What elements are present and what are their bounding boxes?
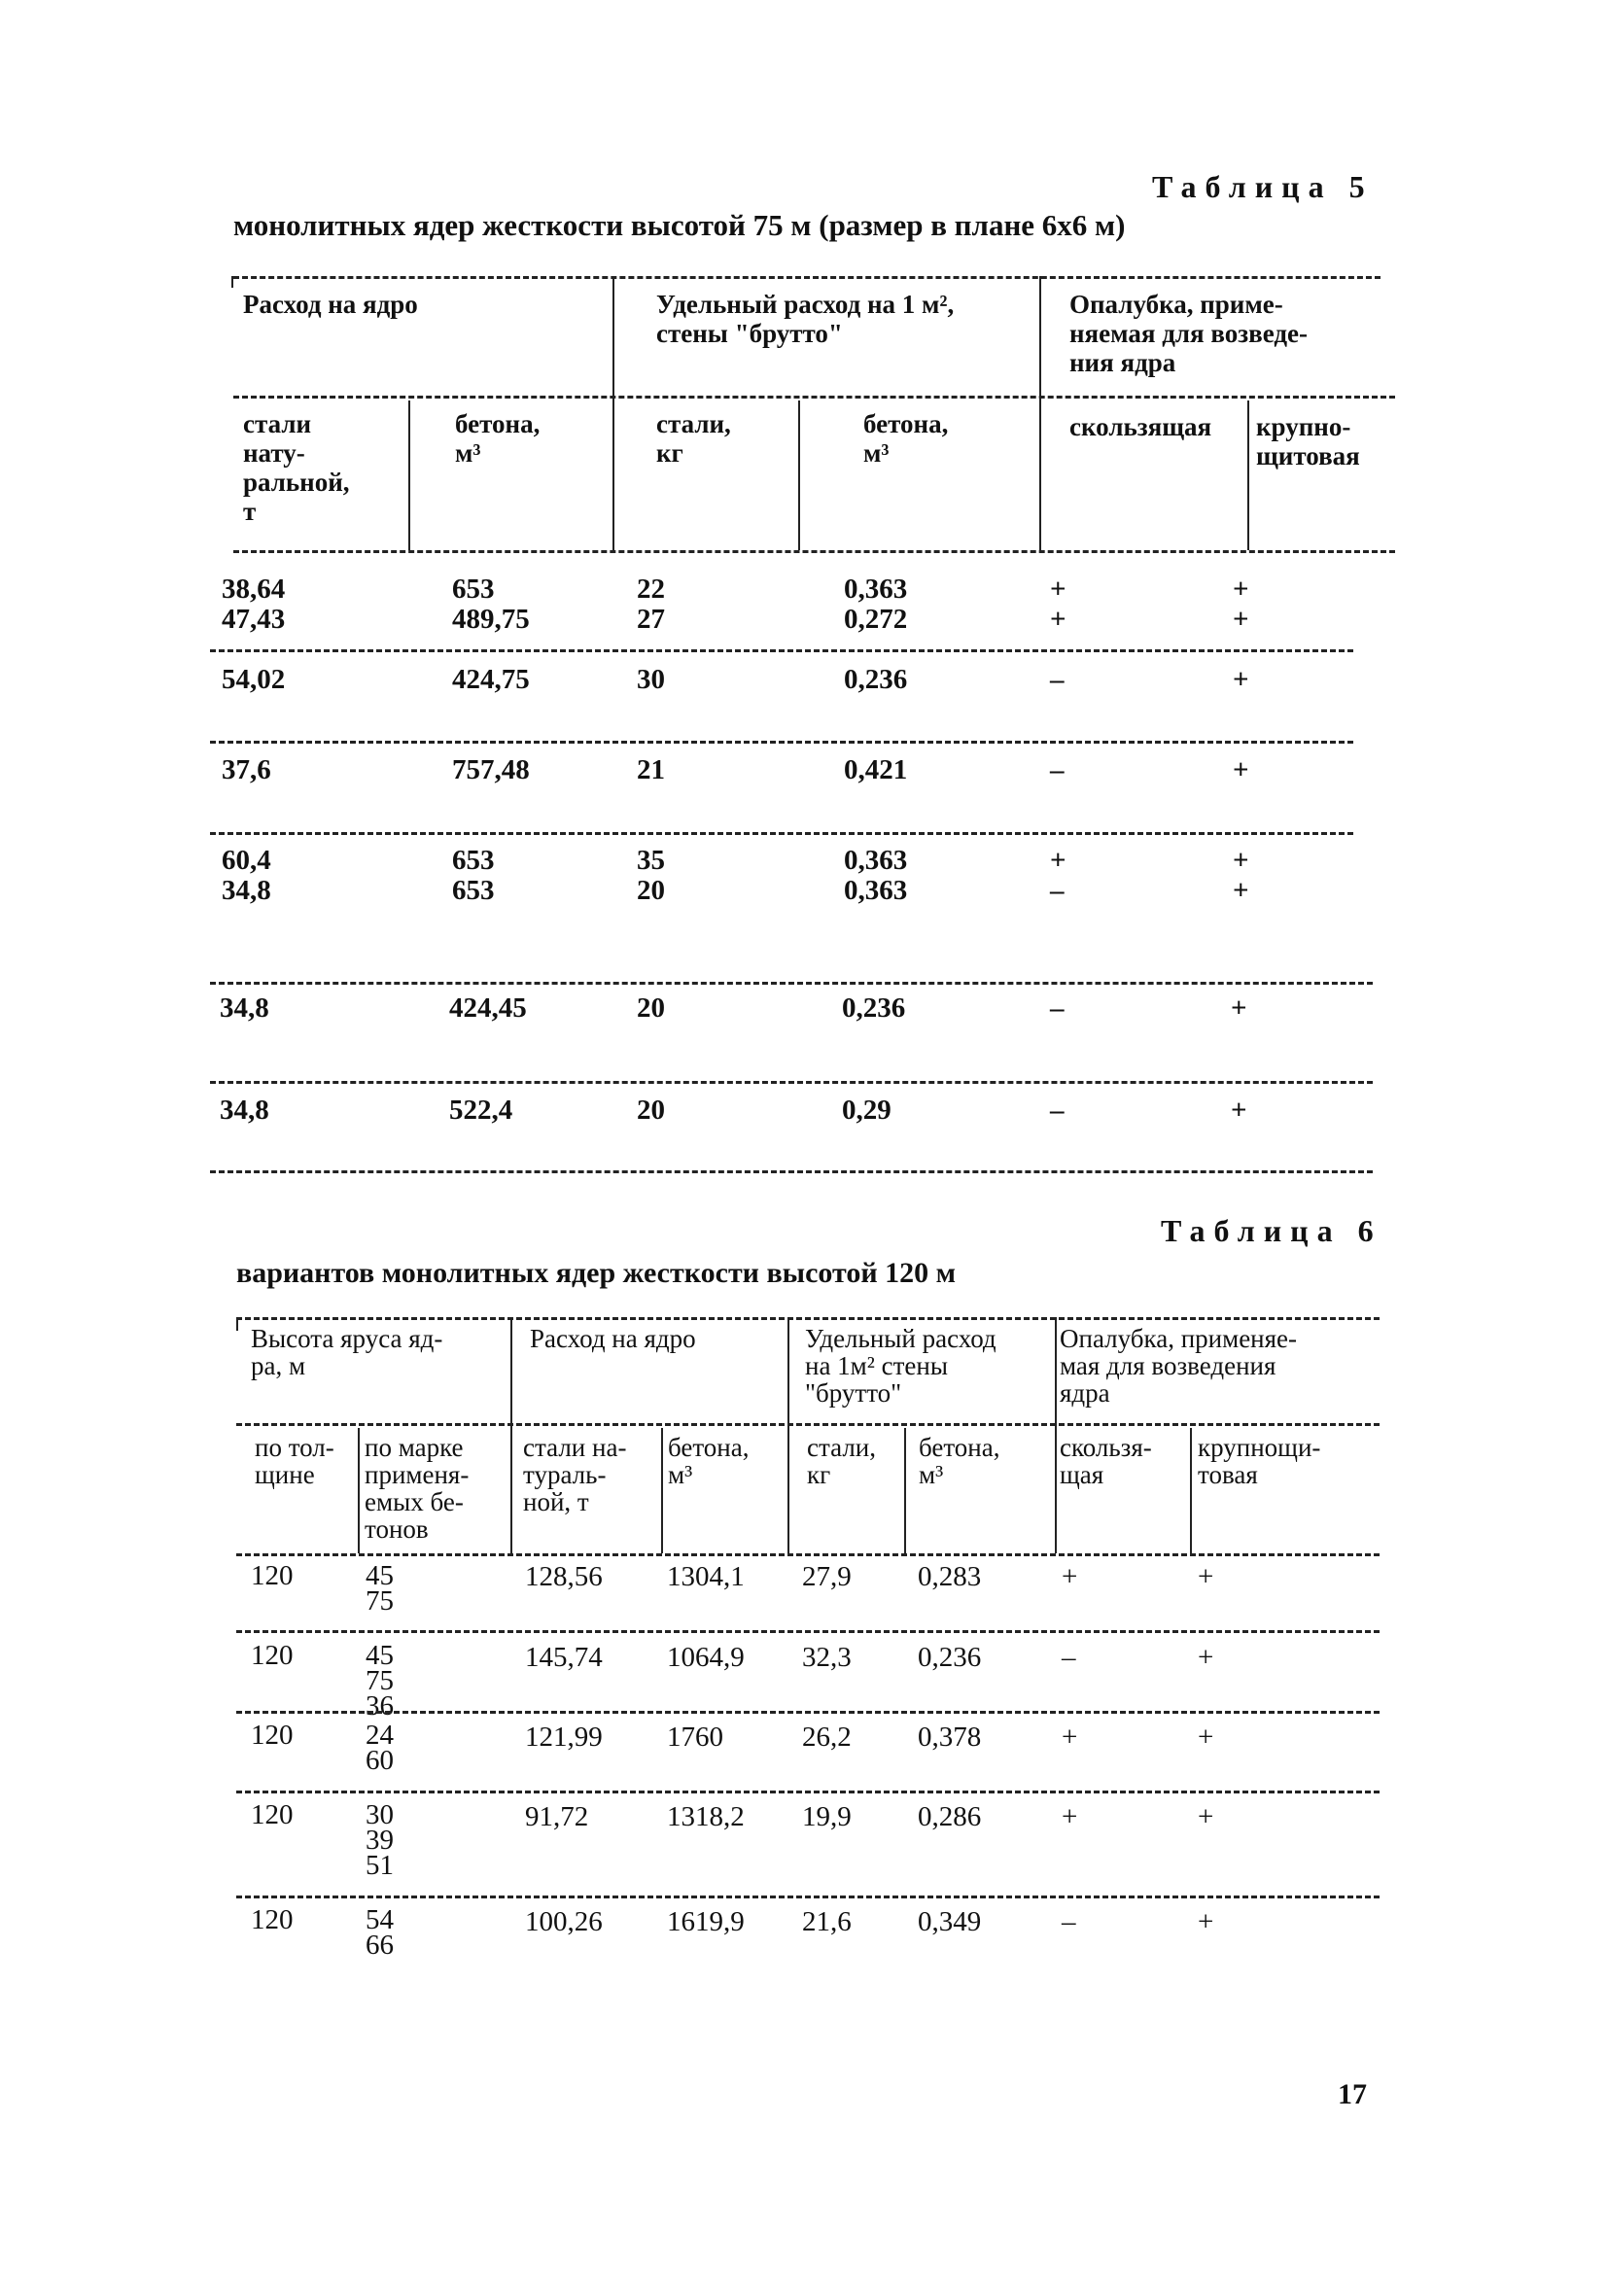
t5-sub-concrete-l1: бетона, bbox=[455, 409, 541, 438]
t5-row-rule bbox=[210, 649, 1353, 652]
table5-caption: монолитных ядер жесткости высотой 75 м (размер в плане 6x6 м) bbox=[233, 208, 1126, 242]
t6-sub-concrete-m3-l2: м³ bbox=[919, 1460, 944, 1489]
t6-panel: + bbox=[1198, 1642, 1214, 1673]
t6-grade: 75 bbox=[366, 1665, 394, 1696]
t6-sliding: – bbox=[1062, 1642, 1076, 1673]
table6-divider bbox=[904, 1428, 906, 1553]
table5-divider bbox=[1247, 400, 1249, 550]
t6-header-formwork-l1: Опалубка, применяе- bbox=[1060, 1324, 1298, 1353]
t6-row-rule bbox=[236, 1711, 1380, 1714]
t6-grade: 45 bbox=[366, 1560, 394, 1591]
t5-sub-panel-l1: крупно- bbox=[1256, 412, 1351, 441]
t6-sub-steel-kg-l2: кг bbox=[807, 1460, 831, 1489]
t5-sliding: – bbox=[1050, 754, 1065, 785]
t6-grade: 30 bbox=[366, 1799, 394, 1830]
t6-steel: 100,26 bbox=[525, 1906, 603, 1937]
t5-sliding: – bbox=[1050, 875, 1065, 906]
t6-sub-grade-l3: емых бе- bbox=[365, 1487, 464, 1516]
t5-header-formwork-l1: Опалубка, приме- bbox=[1069, 290, 1283, 319]
t5-header-core-consumption: Расход на ядро bbox=[243, 290, 418, 319]
table6-divider bbox=[787, 1317, 789, 1553]
t5-steel: 60,4 bbox=[222, 845, 271, 876]
t6-sub-sliding-l2: щая bbox=[1060, 1460, 1104, 1489]
t6-grade: 39 bbox=[366, 1825, 394, 1856]
t5-sub-steel-kg-l1: стали, bbox=[656, 409, 731, 438]
t5-sliding: – bbox=[1050, 664, 1065, 695]
t5-panel: + bbox=[1233, 754, 1249, 785]
t6-grade: 45 bbox=[366, 1640, 394, 1671]
t6-concrete-m3: 0,236 bbox=[918, 1642, 982, 1673]
t6-concrete: 1304,1 bbox=[667, 1561, 745, 1592]
t5-row-rule bbox=[210, 1081, 1373, 1084]
t6-header-tier-height-l1: Высота яруса яд- bbox=[251, 1324, 443, 1353]
t6-steel-kg: 21,6 bbox=[802, 1906, 852, 1937]
t6-row-rule bbox=[236, 1791, 1380, 1793]
t5-header-formwork-l3: ния ядра bbox=[1069, 348, 1176, 377]
table6-divider bbox=[661, 1428, 663, 1553]
t5-sub-steel-kg-l2: кг bbox=[656, 438, 683, 468]
table5-header-rule bbox=[233, 396, 1395, 399]
t6-sliding: + bbox=[1062, 1561, 1078, 1592]
t5-steel: 34,8 bbox=[220, 1095, 269, 1126]
t6-grade: 24 bbox=[366, 1720, 394, 1751]
t5-concrete: 757,48 bbox=[452, 754, 530, 785]
table5-divider bbox=[1039, 276, 1041, 553]
t5-panel: + bbox=[1233, 604, 1249, 635]
t5-panel: + bbox=[1231, 1095, 1247, 1126]
t5-concrete-m3: 0,236 bbox=[844, 664, 908, 695]
table6-header-rule bbox=[236, 1423, 1380, 1426]
t5-steel-kg: 21 bbox=[637, 754, 665, 785]
t5-concrete-m3: 0,363 bbox=[844, 845, 908, 876]
t5-concrete-m3: 0,363 bbox=[844, 574, 908, 605]
t5-row-rule bbox=[210, 741, 1353, 744]
t6-grade: 75 bbox=[366, 1585, 394, 1617]
table5-top-rule bbox=[233, 276, 1381, 279]
t6-thickness: 120 bbox=[251, 1640, 294, 1671]
t6-sub-grade-l1: по марке bbox=[365, 1433, 464, 1462]
t6-steel: 121,99 bbox=[525, 1722, 603, 1753]
t6-sub-panel-l2: товая bbox=[1198, 1460, 1258, 1489]
t6-steel-kg: 32,3 bbox=[802, 1642, 852, 1673]
t6-steel-kg: 27,9 bbox=[802, 1561, 852, 1592]
t5-sub-concrete-m3-l1: бетона, bbox=[863, 409, 949, 438]
t6-thickness: 120 bbox=[251, 1904, 294, 1935]
t5-concrete: 653 bbox=[452, 574, 495, 605]
t5-concrete-m3: 0,236 bbox=[842, 992, 906, 1024]
t6-sliding: – bbox=[1062, 1906, 1076, 1937]
t6-grades bbox=[366, 1560, 394, 1617]
t6-sub-thickness-l1: по тол- bbox=[255, 1433, 334, 1462]
t6-sliding: + bbox=[1062, 1801, 1078, 1832]
t5-panel: + bbox=[1233, 664, 1249, 695]
table6-corner bbox=[236, 1317, 238, 1331]
table6-label: Таблица 6 bbox=[1161, 1213, 1382, 1248]
t5-steel-kg: 20 bbox=[637, 1095, 665, 1126]
t5-panel: + bbox=[1233, 845, 1249, 876]
t5-bottom-rule bbox=[210, 1170, 1373, 1173]
t5-sub-steel-l1: стали bbox=[243, 409, 312, 438]
t5-sliding: + bbox=[1050, 574, 1066, 605]
t6-header-specific-l2: на 1м² стены bbox=[805, 1351, 948, 1380]
t6-concrete: 1064,9 bbox=[667, 1642, 745, 1673]
t6-sub-steel-l2: тураль- bbox=[523, 1460, 607, 1489]
table6-divider bbox=[358, 1428, 360, 1553]
t5-sub-panel-l2: щитовая bbox=[1256, 441, 1360, 470]
t6-sub-concrete-m3-l1: бетона, bbox=[919, 1433, 1000, 1462]
t5-panel: + bbox=[1233, 875, 1249, 906]
t6-sub-sliding-l1: скользя- bbox=[1060, 1433, 1152, 1462]
t6-steel-kg: 26,2 bbox=[802, 1722, 852, 1753]
t5-steel-kg: 30 bbox=[637, 664, 665, 695]
t6-thickness: 120 bbox=[251, 1720, 294, 1751]
t5-sub-steel-l3: ральной, bbox=[243, 468, 350, 497]
t6-steel: 91,72 bbox=[525, 1801, 589, 1832]
t5-sub-steel-l4: т bbox=[243, 497, 257, 526]
table6-body-rule bbox=[236, 1553, 1380, 1556]
t6-concrete-m3: 0,378 bbox=[918, 1722, 982, 1753]
table5-divider bbox=[612, 276, 614, 553]
t6-grade: 66 bbox=[366, 1930, 394, 1961]
t5-sub-concrete-l2: м³ bbox=[455, 438, 481, 468]
t6-grade: 51 bbox=[366, 1850, 394, 1881]
t6-sub-grade-l2: применя- bbox=[365, 1460, 470, 1489]
table6-divider bbox=[510, 1317, 512, 1553]
t6-grades bbox=[366, 1640, 394, 1722]
t5-header-specific-l2: стены "брутто" bbox=[656, 319, 843, 348]
t6-sub-steel-l1: стали на- bbox=[523, 1433, 627, 1462]
t6-header-specific-l3: "брутто" bbox=[805, 1378, 902, 1408]
t6-sub-steel-kg-l1: стали, bbox=[807, 1433, 877, 1462]
t6-sub-thickness-l2: щине bbox=[255, 1460, 315, 1489]
t6-sliding: + bbox=[1062, 1722, 1078, 1753]
t5-header-formwork-l2: няемая для возведе- bbox=[1069, 319, 1308, 348]
t6-grade: 60 bbox=[366, 1745, 394, 1776]
t6-sub-concrete-l2: м³ bbox=[668, 1460, 693, 1489]
t5-concrete: 489,75 bbox=[452, 604, 530, 635]
t6-concrete-m3: 0,286 bbox=[918, 1801, 982, 1832]
t6-row-rule bbox=[236, 1896, 1380, 1898]
table5-corner bbox=[231, 276, 233, 288]
t6-panel: + bbox=[1198, 1906, 1214, 1937]
t5-concrete-m3: 0,29 bbox=[842, 1095, 891, 1126]
t5-sub-steel-l2: нату- bbox=[243, 438, 305, 468]
t6-sub-panel-l1: крупнощи- bbox=[1198, 1433, 1321, 1462]
t5-steel-kg: 20 bbox=[637, 875, 665, 906]
t6-panel: + bbox=[1198, 1722, 1214, 1753]
t5-sub-sliding: скользящая bbox=[1069, 412, 1212, 441]
t5-concrete-m3: 0,421 bbox=[844, 754, 908, 785]
t5-sub-concrete-m3-l2: м³ bbox=[863, 438, 890, 468]
t6-grade: 54 bbox=[366, 1904, 394, 1935]
table6-top-rule bbox=[236, 1317, 1380, 1320]
t6-thickness: 120 bbox=[251, 1560, 294, 1591]
t5-steel-kg: 22 bbox=[637, 574, 665, 605]
t5-concrete: 424,75 bbox=[452, 664, 530, 695]
table6-divider bbox=[1190, 1428, 1192, 1553]
t6-header-formwork-l3: ядра bbox=[1060, 1378, 1110, 1408]
t6-steel: 145,74 bbox=[525, 1642, 603, 1673]
t5-steel: 34,8 bbox=[222, 875, 271, 906]
t6-header-formwork-l2: мая для возведения bbox=[1060, 1351, 1276, 1380]
t6-panel: + bbox=[1198, 1561, 1214, 1592]
table6-divider bbox=[1055, 1317, 1057, 1553]
table5-divider bbox=[798, 400, 800, 550]
t5-concrete: 653 bbox=[452, 875, 495, 906]
t6-steel: 128,56 bbox=[525, 1561, 603, 1592]
t5-panel: + bbox=[1231, 992, 1247, 1024]
t5-sliding: + bbox=[1050, 845, 1066, 876]
t6-grade: 36 bbox=[366, 1690, 394, 1722]
t6-header-specific-l1: Удельный расход bbox=[805, 1324, 996, 1353]
t6-steel-kg: 19,9 bbox=[802, 1801, 852, 1832]
t5-sliding: – bbox=[1050, 1095, 1065, 1126]
table5-label: Таблица 5 bbox=[1152, 169, 1374, 204]
t6-grades bbox=[366, 1720, 394, 1776]
t6-concrete-m3: 0,349 bbox=[918, 1906, 982, 1937]
t6-concrete-m3: 0,283 bbox=[918, 1561, 982, 1592]
t6-concrete: 1318,2 bbox=[667, 1801, 745, 1832]
page-number: 17 bbox=[1338, 2078, 1367, 2110]
table5-body-rule bbox=[233, 550, 1395, 553]
t6-concrete: 1619,9 bbox=[667, 1906, 745, 1937]
t5-steel: 34,8 bbox=[220, 992, 269, 1024]
t5-panel: + bbox=[1233, 574, 1249, 605]
t5-steel: 38,64 bbox=[222, 574, 286, 605]
t6-sub-grade-l4: тонов bbox=[365, 1514, 429, 1544]
t6-grades bbox=[366, 1799, 394, 1881]
t5-sliding: + bbox=[1050, 604, 1066, 635]
t5-sliding: – bbox=[1050, 992, 1065, 1024]
t6-row-rule bbox=[236, 1630, 1380, 1633]
t5-header-specific-l1: Удельный расход на 1 м², bbox=[656, 290, 955, 319]
t5-steel: 54,02 bbox=[222, 664, 286, 695]
t6-thickness: 120 bbox=[251, 1799, 294, 1830]
t5-row-rule bbox=[210, 832, 1353, 835]
t6-concrete: 1760 bbox=[667, 1722, 723, 1753]
t5-steel: 37,6 bbox=[222, 754, 271, 785]
table5-divider bbox=[408, 400, 410, 550]
t5-steel: 47,43 bbox=[222, 604, 286, 635]
t5-row-rule bbox=[210, 982, 1373, 985]
t5-concrete: 653 bbox=[452, 845, 495, 876]
table6-caption: вариантов монолитных ядер жесткости высотой 120 м bbox=[236, 1257, 957, 1289]
t6-panel: + bbox=[1198, 1801, 1214, 1832]
t5-steel-kg: 20 bbox=[637, 992, 665, 1024]
t5-steel-kg: 35 bbox=[637, 845, 665, 876]
t5-concrete-m3: 0,363 bbox=[844, 875, 908, 906]
t6-grades bbox=[366, 1904, 394, 1961]
t5-concrete: 522,4 bbox=[449, 1095, 513, 1126]
t6-sub-steel-l3: ной, т bbox=[523, 1487, 589, 1516]
t5-concrete: 424,45 bbox=[449, 992, 527, 1024]
t5-steel-kg: 27 bbox=[637, 604, 665, 635]
t5-concrete-m3: 0,272 bbox=[844, 604, 908, 635]
t6-header-tier-height-l2: ра, м bbox=[251, 1351, 306, 1380]
t6-header-core-consumption: Расход на ядро bbox=[530, 1324, 696, 1353]
t6-sub-concrete-l1: бетона, bbox=[668, 1433, 750, 1462]
